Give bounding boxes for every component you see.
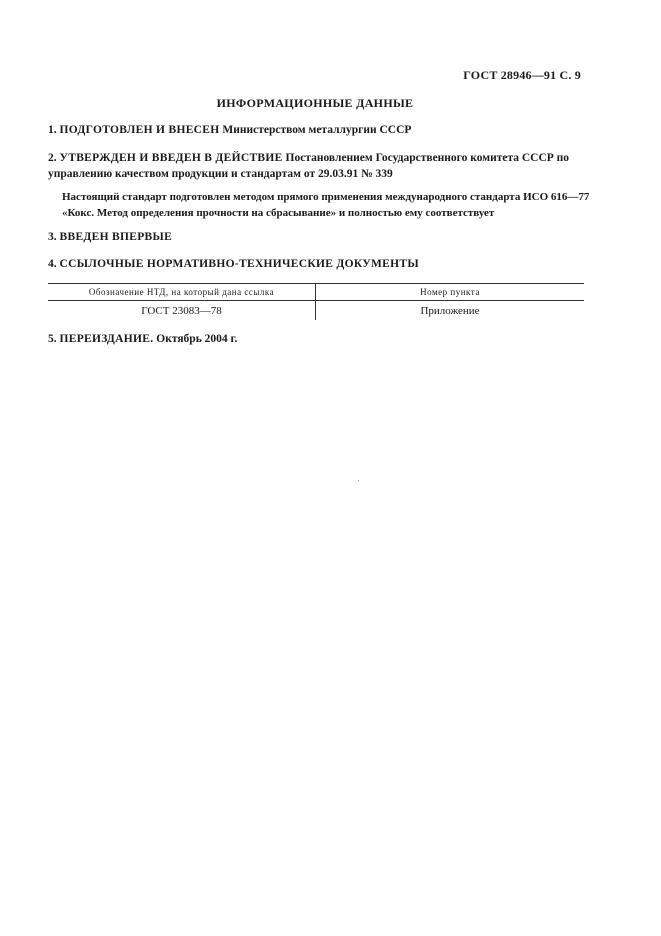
table-cell-document: ГОСТ 23083—78 (48, 301, 316, 321)
column-header-document: Обозначение НТД, на который дана ссылка (48, 284, 316, 301)
table-header-row (48, 284, 584, 301)
item-text: Октябрь 2004 г. (156, 333, 238, 345)
item-text: Министерством металлургии СССР (222, 124, 412, 136)
item-heading: ВВЕДЕН ВПЕРВЫЕ (59, 231, 173, 243)
info-item-2 (48, 150, 588, 182)
info-item-3 (48, 229, 588, 245)
item-heading: УТВЕРЖДЕН И ВВЕДЕН В ДЕЙСТВИЕ (59, 152, 283, 164)
item-heading: ПОДГОТОВЛЕН И ВНЕСЕН (59, 124, 220, 136)
info-item-4 (48, 256, 588, 272)
scan-speck (358, 480, 359, 481)
item-heading: ПЕРЕИЗДАНИЕ. (59, 333, 154, 345)
info-item-1 (48, 122, 588, 138)
page-header: ГОСТ 28946—91 С. 9 (463, 68, 581, 82)
item-number: 1. (48, 124, 57, 136)
info-item-5 (48, 331, 588, 347)
item-number: 3. (48, 231, 57, 243)
column-header-clause: Номер пункта (316, 284, 585, 301)
document-title: ИНФОРМАЦИОННЫЕ ДАННЫЕ (216, 96, 414, 110)
item-number: 4. (48, 258, 57, 270)
table-row (48, 301, 584, 321)
standard-note: Настоящий стандарт подготовлен методом прямого применения международного стандарта ИСО 616—77 «Кокс. Метод определения прочности на сбрасывание» и полностью ему соответствует (62, 191, 590, 219)
item-heading: ССЫЛОЧНЫЕ НОРМАТИВНО-ТЕХНИЧЕСКИЕ ДОКУМЕНТЫ (59, 258, 419, 270)
item-number: 2. (48, 152, 57, 164)
reference-documents-table (48, 283, 584, 320)
table-cell-clause: Приложение (420, 304, 480, 317)
item-text: Постановлением Государственного комитета СССР по управлению качеством продукции и стандартам от 29.03.91 № 339 (48, 152, 570, 180)
item-number: 5. (48, 333, 57, 345)
